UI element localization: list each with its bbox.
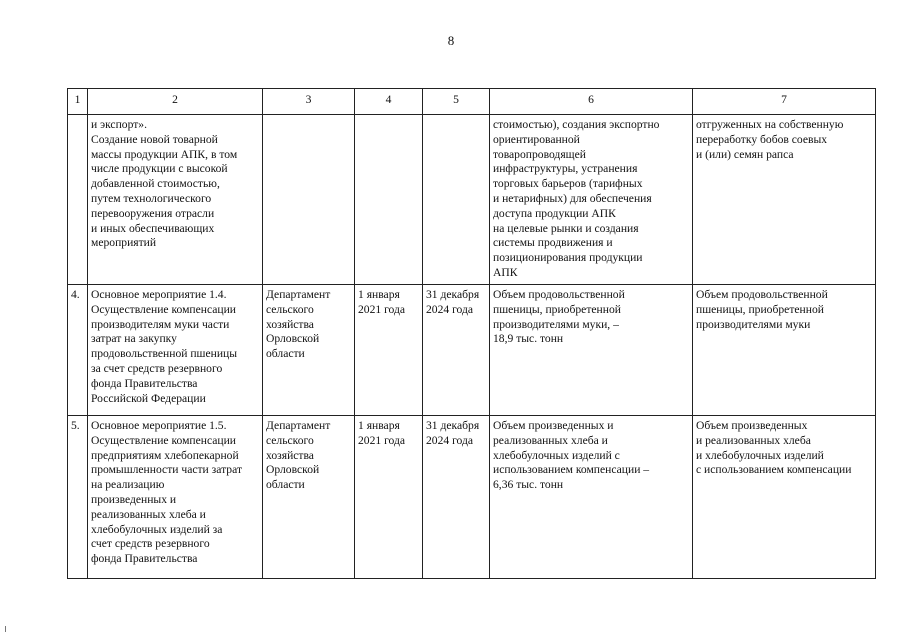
start-date-cell [355, 416, 423, 579]
end-date-cell [423, 285, 490, 416]
cell-line: Осуществление компенсации [91, 433, 237, 447]
cell-line: мероприятий [91, 236, 157, 250]
indicator-cell [490, 285, 693, 416]
cell-line: и экспорт». [91, 118, 147, 131]
cell-line: на реализацию [91, 478, 165, 492]
cell-line: реализованных хлеба и [91, 507, 206, 521]
cell-line: производителям муки части [91, 317, 230, 331]
cell-line: хозяйства [266, 317, 314, 331]
cell-line: счет средств резервного [91, 537, 210, 551]
cell-line: стоимостью), создания экспортно [493, 118, 660, 131]
col-header-2: 2 [88, 89, 263, 115]
cell-line: области [266, 478, 305, 492]
cell-line: и реализованных хлеба [696, 433, 811, 447]
page-number: 8 [447, 33, 455, 48]
cell-line: Осуществление компенсации [91, 302, 237, 316]
end-date-cell [423, 416, 490, 579]
cell-line: пшеницы, приобретенной [696, 302, 824, 316]
cell-line: 31 декабря [426, 288, 480, 301]
cell-line: 1 января [358, 288, 400, 301]
program-activities-table [67, 88, 876, 579]
cell-line: перевооружения отрасли [91, 206, 215, 220]
cell-line: Основное мероприятие 1.5. [91, 419, 227, 432]
cell-line: пшеницы, приобретенной [493, 302, 621, 316]
col-header-7: 7 [693, 89, 876, 115]
cell-line: Объем продовольственной [493, 288, 625, 301]
cell-line: АПК [493, 265, 518, 279]
cell-line: 1 января [358, 419, 400, 432]
cell-line: 18,9 тыс. тонн [493, 332, 564, 346]
cell-line: произведенных и [91, 492, 177, 506]
cell-line: отгруженных на собственную [696, 118, 844, 131]
cell-line: сельского [266, 302, 314, 316]
cell-line: Орловской [266, 332, 320, 346]
cell-line: предприятиям хлебопекарной [91, 448, 239, 462]
indicator-cell [490, 115, 693, 285]
cell-line: за счет средств резервного [91, 361, 223, 375]
cell-line: Департамент [266, 288, 331, 301]
start-date-cell [355, 115, 423, 285]
col-header-4: 4 [355, 89, 423, 115]
col-header-5: 5 [423, 89, 490, 115]
cell-line: области [266, 347, 305, 361]
cell-line: 2024 года [426, 302, 474, 316]
cell-line: системы продвижения и [493, 236, 613, 250]
cell-line: 6,36 тыс. тонн [493, 478, 564, 492]
cell-line: производителями муки, – [493, 317, 619, 331]
cell-line: товаропроводящей [493, 147, 586, 161]
result-cell [693, 416, 876, 579]
cell-line: и (или) семян рапса [696, 147, 794, 161]
cell-line: хлебобулочных изделий с [493, 448, 620, 462]
cell-line: затрат на закупку [91, 332, 177, 346]
activity-cell [88, 115, 263, 285]
cell-line: сельского [266, 433, 314, 447]
cell-line: фонда Правительства [91, 552, 198, 566]
scan-mark [5, 626, 6, 632]
table-row [68, 416, 876, 579]
result-cell [693, 285, 876, 416]
cell-line: путем технологического [91, 191, 212, 205]
cell-line: 31 декабря [426, 419, 480, 432]
cell-line: доступа продукции АПК [493, 206, 616, 220]
header-row [68, 89, 876, 115]
cell-line: Департамент [266, 419, 331, 432]
cell-line: числе продукции с высокой [91, 162, 228, 176]
row-number-cell: 5. [68, 416, 88, 579]
activity-cell [88, 285, 263, 416]
cell-line: на целевые рынки и создания [493, 221, 639, 235]
row-number-cell: 4. [68, 285, 88, 416]
cell-line: и нетарифных) для обеспечения [493, 191, 652, 205]
table-row [68, 115, 876, 285]
activity-cell [88, 416, 263, 579]
cell-line: использованием компенсации – [493, 463, 650, 477]
executor-cell [263, 115, 355, 285]
cell-line: Объем произведенных и [493, 419, 614, 432]
cell-line: 2021 года [358, 302, 406, 316]
cell-line: переработку бобов соевых [696, 132, 828, 146]
executor-cell [263, 416, 355, 579]
cell-line: фонда Правительства [91, 376, 198, 390]
cell-line: и хлебобулочных изделий [696, 448, 824, 462]
cell-line: хлебобулочных изделий за [91, 522, 223, 536]
cell-line: инфраструктуры, устранения [493, 162, 638, 176]
cell-line: массы продукции АПК, в том [91, 147, 238, 161]
cell-line: Объем продовольственной [696, 288, 828, 301]
cell-line: Объем произведенных [696, 419, 808, 432]
start-date-cell [355, 285, 423, 416]
cell-line: с использованием компенсации [696, 463, 852, 477]
cell-line: производителями муки [696, 317, 811, 331]
table-row [68, 285, 876, 416]
cell-line: Орловской [266, 463, 320, 477]
col-header-6: 6 [490, 89, 693, 115]
cell-line: торговых барьеров (тарифных [493, 177, 643, 191]
executor-cell [263, 285, 355, 416]
cell-line: продовольственной пшеницы [91, 347, 238, 361]
cell-line: 2024 года [426, 433, 474, 447]
cell-line: промышленности части затрат [91, 463, 243, 477]
cell-line: хозяйства [266, 448, 314, 462]
cell-line: реализованных хлеба и [493, 433, 608, 447]
cell-line: и иных обеспечивающих [91, 221, 215, 235]
cell-line: позиционирования продукции [493, 251, 643, 265]
cell-line: Создание новой товарной [91, 132, 218, 146]
cell-line: добавленной стоимостью, [91, 177, 220, 191]
cell-line: 2021 года [358, 433, 406, 447]
col-header-3: 3 [263, 89, 355, 115]
end-date-cell [423, 115, 490, 285]
cell-line: ориентированной [493, 132, 580, 146]
col-header-1: 1 [68, 89, 88, 115]
cell-line: Основное мероприятие 1.4. [91, 288, 227, 301]
cell-line: Российской Федерации [91, 391, 206, 405]
indicator-cell [490, 416, 693, 579]
row-number-cell [68, 115, 88, 285]
result-cell [693, 115, 876, 285]
